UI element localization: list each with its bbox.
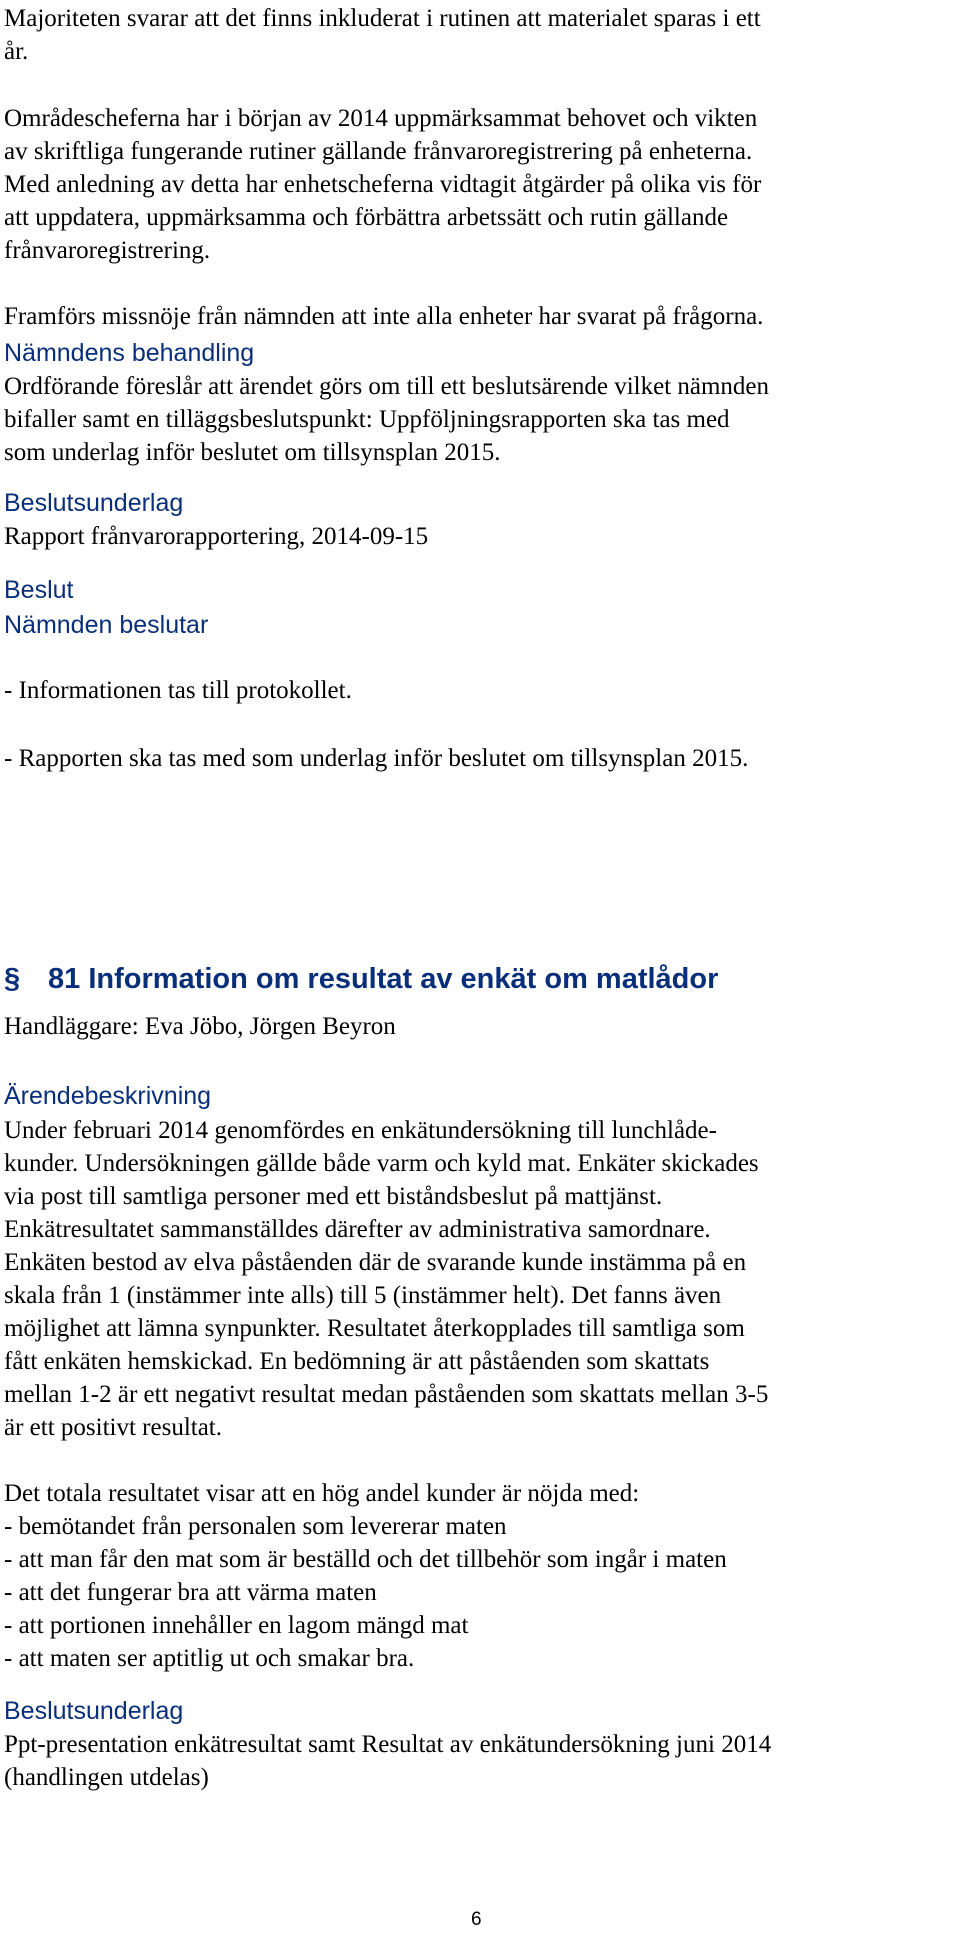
section-heading-beslut: Beslut xyxy=(4,576,74,604)
section-heading-namndens-behandling: Nämndens behandling xyxy=(4,339,255,367)
list-item: - att man får den mat som är beställd och det tillbehör som ingår i maten xyxy=(4,1546,727,1573)
paragraph-line: Det totala resultatet visar att en hög andel kunder är nöjda med: xyxy=(4,1480,640,1507)
paragraph-line: Enkätresultatet sammanställdes därefter av administrativa samordnare. xyxy=(4,1216,711,1243)
subheading-namnden-beslutar: Nämnden beslutar xyxy=(4,611,209,639)
section-sign-icon: § xyxy=(4,963,21,995)
paragraph-line: skala från 1 (instämmer inte alls) till 5 (instämmer helt). Det fanns även xyxy=(4,1282,722,1309)
paragraph-line: av skriftliga fungerande rutiner gällande frånvaroregistrering på enheterna. xyxy=(4,138,753,165)
paragraph-line: mellan 1-2 är ett negativt resultat medan påståenden som skattats mellan 3-5 xyxy=(4,1381,769,1408)
paragraph-line: Under februari 2014 genomfördes en enkätundersökning till lunchlåde- xyxy=(4,1117,717,1144)
case-officer-line: Handläggare: Eva Jöbo, Jörgen Beyron xyxy=(4,1013,396,1040)
section-heading-beslutsunderlag-2: Beslutsunderlag xyxy=(4,1697,184,1725)
page-number: 6 xyxy=(471,1909,482,1930)
paragraph-line: fått enkäten hemskickad. En bedömning är att påståenden som skattats xyxy=(4,1348,710,1375)
paragraph-line: via post till samtliga personer med ett biståndsbeslut på mattjänst. xyxy=(4,1183,663,1210)
section-heading-beslutsunderlag: Beslutsunderlag xyxy=(4,489,184,517)
paragraph-line: Ppt-presentation enkätresultat samt Resultat av enkätundersökning juni 2014 xyxy=(4,1731,772,1758)
paragraph-line: Framförs missnöje från nämnden att inte alla enheter har svarat på frågorna. xyxy=(4,303,764,330)
paragraph-line: Majoriteten svarar att det finns inkluderat i rutinen att materialet sparas i ett xyxy=(4,5,761,32)
list-item: - bemötandet från personalen som levererar maten xyxy=(4,1513,507,1540)
paragraph-line: år. xyxy=(4,38,29,65)
decision-item: - Informationen tas till protokollet. xyxy=(4,677,352,704)
paragraph-line: bifaller samt en tilläggsbeslutspunkt: Uppföljningsrapporten ska tas med xyxy=(4,406,730,433)
paragraph-line: kunder. Undersökningen gällde både varm och kyld mat. Enkäter skickades xyxy=(4,1150,759,1177)
item-heading-text: 81 Information om resultat av enkät om matlådor xyxy=(48,963,719,995)
list-item: - att portionen innehåller en lagom mängd mat xyxy=(4,1612,469,1639)
paragraph-line: Enkäten bestod av elva påståenden där de svarande kunde instämma på en xyxy=(4,1249,747,1276)
item-heading-81 xyxy=(4,961,718,997)
section-heading-arendebeskrivning: Ärendebeskrivning xyxy=(4,1082,212,1110)
paragraph-line: som underlag inför beslutet om tillsynsplan 2015. xyxy=(4,439,501,466)
paragraph-line: (handlingen utdelas) xyxy=(4,1764,209,1791)
paragraph-line: är ett positivt resultat. xyxy=(4,1414,223,1441)
decision-item: - Rapporten ska tas med som underlag inför beslutet om tillsynsplan 2015. xyxy=(4,745,749,772)
paragraph-line: möjlighet att lämna synpunkter. Resultatet återkopplades till samtliga som xyxy=(4,1315,745,1342)
paragraph-line: Med anledning av detta har enhetscheferna vidtagit åtgärder på olika vis för xyxy=(4,171,762,198)
paragraph-line: frånvaroregistrering. xyxy=(4,237,211,264)
paragraph-line: Rapport frånvarorapportering, 2014-09-15 xyxy=(4,523,429,550)
list-item: - att det fungerar bra att värma maten xyxy=(4,1579,377,1606)
paragraph-line: Ordförande föreslår att ärendet görs om till ett beslutsärende vilket nämnden xyxy=(4,373,770,400)
paragraph-line: att uppdatera, uppmärksamma och förbättra arbetssätt och rutin gällande xyxy=(4,204,729,231)
list-item: - att maten ser aptitlig ut och smakar bra. xyxy=(4,1645,415,1672)
paragraph-line: Områdescheferna har i början av 2014 uppmärksammat behovet och vikten xyxy=(4,105,758,132)
